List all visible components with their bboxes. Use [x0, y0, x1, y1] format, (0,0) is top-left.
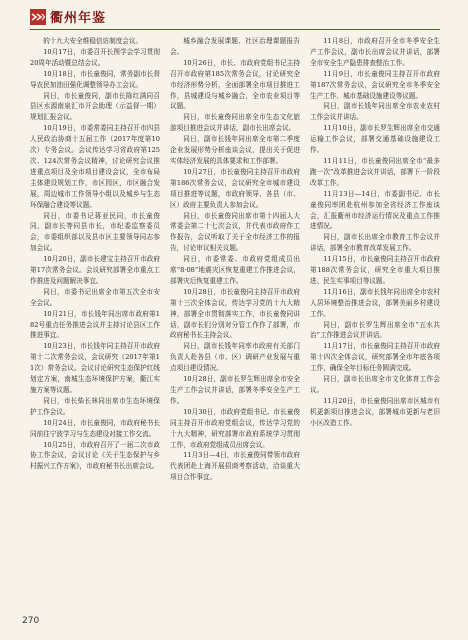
- paragraph: 同日，副市长钱年同出席全市第二季度企业发展形势分析座谈会议，提出关于促进实体经济发展的具体要求和工作部署。: [170, 135, 300, 165]
- header-rule: [30, 29, 440, 30]
- paragraph: 同日，市长童俊同出席全市生态文化旅游项目推进会议并讲话，副市长出席会议。: [170, 113, 300, 133]
- text-column-1: [30, 36, 160, 618]
- page-header: [0, 0, 468, 34]
- paragraph: 的十九大安全维稳信访制度会议。: [43, 37, 143, 45]
- paragraph: 同日，市委书记蒋亚民同，市长童俊同，副市长等同县市长，市纪委监察委员会，市委组织部以及县市区主要领导同志参加会议。: [30, 211, 160, 253]
- running-header-title: 衢州年鉴: [50, 11, 107, 26]
- paragraph: 10月21日，市长钱年同出席市政府第182号重点任务推进会议并主持讨论县区工作推进事宜。: [30, 309, 160, 340]
- paragraph: 同日，副市长钱年同出席全市农业农村工作会议并讲话。: [310, 102, 440, 122]
- text-column-3: [310, 36, 440, 618]
- text-columns: [30, 36, 440, 618]
- paragraph: 10月24日，市长童俊同，市政府秘书长同前往宁波学习与生态建设对接工作交流。: [30, 418, 160, 438]
- paragraph: 10月23日，市长钱年同主持召开市政府第十二次常务会议，会议研究（2017年第11次）常务会议。会议讨论研究生态保护红线划定方案，南城生态环境保护方案，衢江实施方案等议题。: [30, 342, 160, 394]
- text-column-2: [170, 36, 300, 618]
- paragraph: 10月27日，市长童俊同主持召开市政府第186次常务会议，会议研究全市城市建设项目推进等议题，市政府领导、各县（市、区）政府主要负责人参加会议。: [170, 167, 300, 209]
- paragraph: 10月25日，市政府召开了一届二次市政协工作会议，会议讨论《关于生态保护与乡村振兴工作方案》，市政府秘书长出席会议。: [30, 440, 160, 471]
- paragraph: 10月28日，市长童俊同主持召开市政府第十三次全体会议，传达学习党的十九大精神，部署全市贯彻落实工作，市长童俊同讲话，副市长们分别对分管工作作了部署，市政府秘书长主持会议。: [170, 287, 300, 340]
- paragraph: 同日，市委书记出席全市第五次全市安全会议。: [30, 287, 160, 307]
- paragraph: 同日，副市长罗生辉出席全市“五水共治”工作推进会议并讲话。: [310, 320, 440, 340]
- paragraph: 11月10日，副市长罗生辉出席全市交通运输工作会议，部署交通基础设施建设工作。: [310, 124, 440, 155]
- paragraph: 同日，市长童俊同，副市长陈红满同召县区水源南泉汇市开会助理（示益督一期）规划汇报会议。: [30, 91, 160, 122]
- paragraph: 同日，副市长出席全市教育工作会议并讲话，部署全市教育改革发展工作。: [310, 233, 440, 253]
- paragraph: 11月13日—14日，市委副书记、市长童俊同率团赴杭州参加全省经济工作座谈会，汇报衢州市经济运行情况及重点工作推进情况。: [310, 189, 440, 231]
- paragraph: 10月26日，市长、市政府党组书记主持召开市政府第185次常务会议，讨论研究全市经济形势分析，全面部署全市项目推进工作，县城建设与城乡融合，全市农业项目等议题。: [170, 58, 300, 111]
- paragraph: 11月17日，市长童俊同主持召开市政府第十四次全体会议，研究部署全市年底各项工作，确保全年目标任务圆满完成。: [310, 342, 440, 373]
- paragraph: 11月11日，市长童俊同出席全市“最多跑一次”改革推进会议并讲话，部署下一阶段改革工作。: [310, 156, 440, 187]
- paragraph: 11月3日—4日，市长童俊同带领市政府代表团赴上海开展招商考察活动，洽谈重大项目合作事宜。: [170, 451, 300, 482]
- paragraph: 11月20日，市长童俊同出席市区城市有机更新项目推进会议，部署城市更新与老旧小区改造工作。: [310, 396, 440, 427]
- paragraph: 11月15日，市长童俊同主持召开市政府第188次常务会议，研究全市重大项目推进、民生实事项目等议题。: [310, 255, 440, 285]
- paragraph: 同日，副市长钱年同率市政府有关部门负责人赴各县（市、区）调研产业发展与重点项目建设情况。: [170, 342, 300, 373]
- paragraph: 同日，市长童俊同出席市第十四届人大常委会第二十七次会议，并代表市政府作工作报告，会议听取了关于全市经济工作的报告，讨论审议相关议题。: [170, 211, 300, 253]
- paragraph: 同日，市委常委、市政府党组成员出席“8·08”地震灾区恢复重建工作推进会议，部署灾后恢复重建工作。: [170, 255, 300, 285]
- paragraph: 10月17日，市委召开长图学会学习贯彻20周年活动暨总结会议。: [30, 47, 160, 67]
- paragraph: 同日，副市长出席全市文化体育工作会议。: [310, 375, 440, 394]
- paragraph: 10月18日，市长童俊同，常务副市长督导农民加油田强化调整领导办工会议。: [30, 69, 160, 89]
- chevron-seal-icon: [30, 9, 46, 25]
- page-number: 270: [22, 616, 40, 626]
- paragraph: 11月8日，市政府召开全市冬季安全生产工作会议，副市长出席会议并讲话，部署全市安全生产隐患排查整治工作。: [310, 37, 440, 67]
- paragraph: 城乡融合发展课题、社区治理课题报告会。: [170, 37, 300, 56]
- paragraph: 10月19日，市委常委同主持召开市四县人民政治协商十五届工作（2017年度第10次）专务会议。会议传达学习省政府第125次、124次常务会议精神，讨论研究会议推进重点项目及全市项目建设会议，全市布局主体建设规划工作，市区园区，市区融合发展，周边城市工作领导小组以及城乡与生态环保融合建设等议题。: [30, 124, 160, 209]
- paragraph: 10月20日，副市长建宝主持召开市政府第17次常务会议。会议研究部署全市重点工作推进及问题解决事宜。: [30, 255, 160, 285]
- paragraph: 11月16日，副市长钱年同出席全市农村人居环境整治推进会议，部署美丽乡村建设工作。: [310, 287, 440, 318]
- paragraph: 10月30日，市政府党组书记、市长童俊同主持召开市政府党组会议，传达学习党的十九大精神，研究部署市政府系统学习贯彻工作，市政府党组成员出席会议。: [170, 407, 300, 449]
- paragraph: 11月9日，市长童俊同主持召开市政府第187次常务会议，会议研究全市冬季安全生产工作、城市基础设施建设等议题。: [310, 69, 440, 100]
- paragraph: 10月28日，副市长罗生辉出席全市安全生产工作会议并讲话，部署冬季安全生产工作。: [170, 375, 300, 405]
- paragraph: 同日，市长柴长林同出席市生态环境保护工作会议。: [30, 396, 160, 416]
